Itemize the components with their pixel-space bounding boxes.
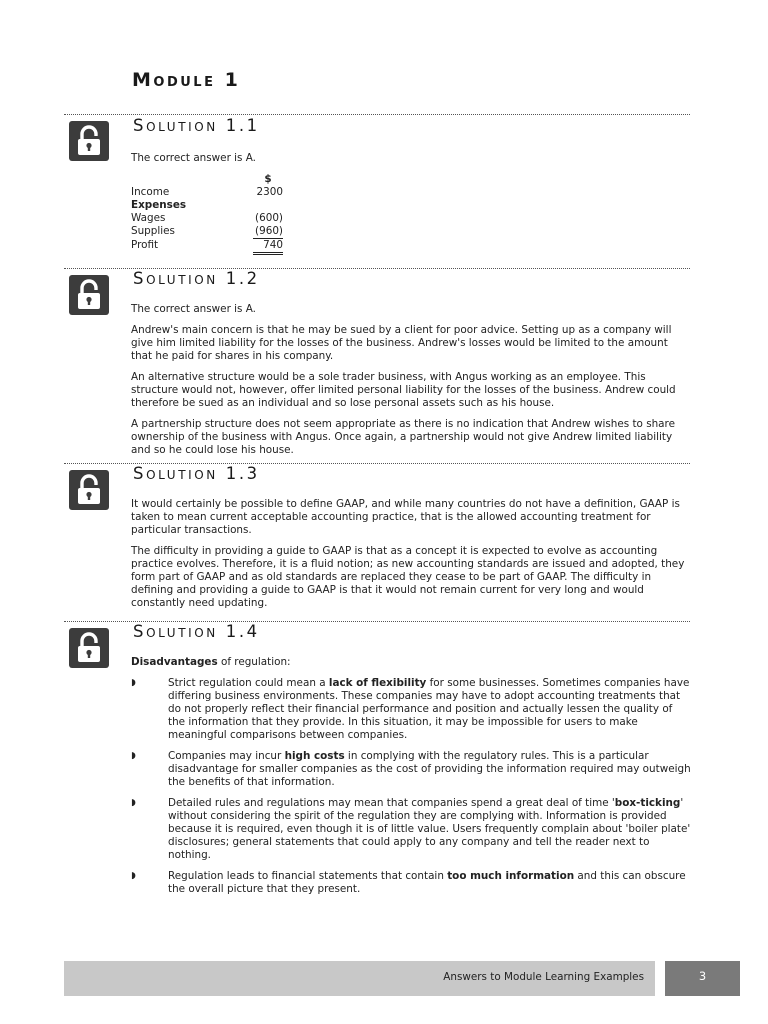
bullet-triangle-icon: ◗	[131, 871, 136, 881]
solution-1-3-body	[131, 498, 691, 618]
module-title: Module 1	[132, 69, 241, 91]
bullet-triangle-icon: ◗	[131, 798, 136, 808]
paragraph: The difficulty in providing a guide to GAAP is that as a concept it is expected to evolve as accounting practice evolves. Therefore, it is a fluid notion; as new accounting standards are issued and adopted, they form part of GAAP and as old standards are replaced they cease to be part of GAAP. The difficulty in defining and providing a guide to GAAP is that it would not remain current for very long and would constantly need updating.	[131, 545, 685, 609]
solution-title: Solution 1.2	[133, 269, 260, 288]
list-item: ◗ Regulation leads to financial statements that contain too much information and this can obscure the overall picture that they present.	[131, 870, 686, 895]
bullet-triangle-icon: ◗	[131, 751, 136, 761]
paragraph: It would certainly be possible to define GAAP, and while many countries do not have a definition, GAAP is taken to mean current acceptable accounting practice, that is the allowed accounting treatment for particular transactions.	[131, 498, 680, 536]
footer-bar	[64, 961, 655, 996]
disadvantages-list	[131, 677, 691, 904]
table-row: Income 2300	[131, 186, 283, 198]
solution-1-2-body	[131, 303, 691, 465]
solution-title: Solution 1.1	[133, 116, 260, 135]
intro-text: of regulation:	[217, 656, 291, 668]
list-item: ◗ Strict regulation could mean a lack of flexibility for some businesses. Sometimes companies have differing business environments. These companies may have to adopt accounting treatments that do not properly reflect their financial performance and position and actually lessen the quality of the information that they provide. In this situation, it may be impossible for users to make meaningful comparisons between companies.	[131, 677, 690, 741]
table-row: Wages (600)	[131, 212, 283, 224]
table-row: Profit 740	[131, 239, 283, 254]
solution-1-4-intro	[131, 656, 691, 677]
bullet-triangle-icon: ◗	[131, 678, 136, 688]
padlock-icon	[69, 470, 109, 510]
paragraph: A partnership structure does not seem appropriate as there is no indication that Andrew wishes to share ownership of the business with Angus. Once again, a partnership would not give Andrew limited liability and so he could lose his house.	[131, 418, 675, 456]
list-item: ◗ Detailed rules and regulations may mean that companies spend a great deal of time 'box-ticking' without considering the spirit of the regulation they are complying with. Information is provided because it is required, even though it is of little value. Users frequently complain about 'boiler plate' disclosures; general statements that could apply to any company and tell the reader next to nothing.	[131, 797, 691, 861]
page-number: 3	[665, 961, 740, 996]
padlock-icon	[69, 628, 109, 668]
table-row: Expenses	[131, 199, 187, 211]
profit-table	[131, 173, 283, 255]
answer-text: The correct answer is A.	[131, 303, 256, 315]
answer-text: The correct answer is A.	[131, 152, 256, 164]
currency-header: $	[264, 173, 272, 185]
table-row: Supplies (960)	[131, 225, 283, 237]
footer-title: Answers to Module Learning Examples	[443, 971, 644, 983]
solution-1-1-body	[131, 152, 691, 255]
paragraph: Andrew's main concern is that he may be sued by a client for poor advice. Setting up as a company will give him limited liability for the losses of the business. Andrew's losses would be limited to the amount that he paid for shares in his company.	[131, 324, 672, 362]
intro-bold: Disadvantages	[131, 656, 218, 668]
padlock-icon	[69, 275, 109, 315]
section-divider	[64, 114, 690, 115]
solution-title: Solution 1.4	[133, 622, 260, 641]
solution-title: Solution 1.3	[133, 464, 260, 483]
list-item: ◗ Companies may incur high costs in complying with the regulatory rules. This is a particular disadvantage for smaller companies as the cost of providing the information required may outweigh the benefits of that information.	[131, 750, 691, 788]
paragraph: An alternative structure would be a sole trader business, with Angus working as an employee. This structure would not, however, offer limited personal liability for the losses of the business. Andrew could therefore be sued as an individual and so lose personal assets such as his house.	[131, 371, 676, 409]
padlock-icon	[69, 121, 109, 161]
